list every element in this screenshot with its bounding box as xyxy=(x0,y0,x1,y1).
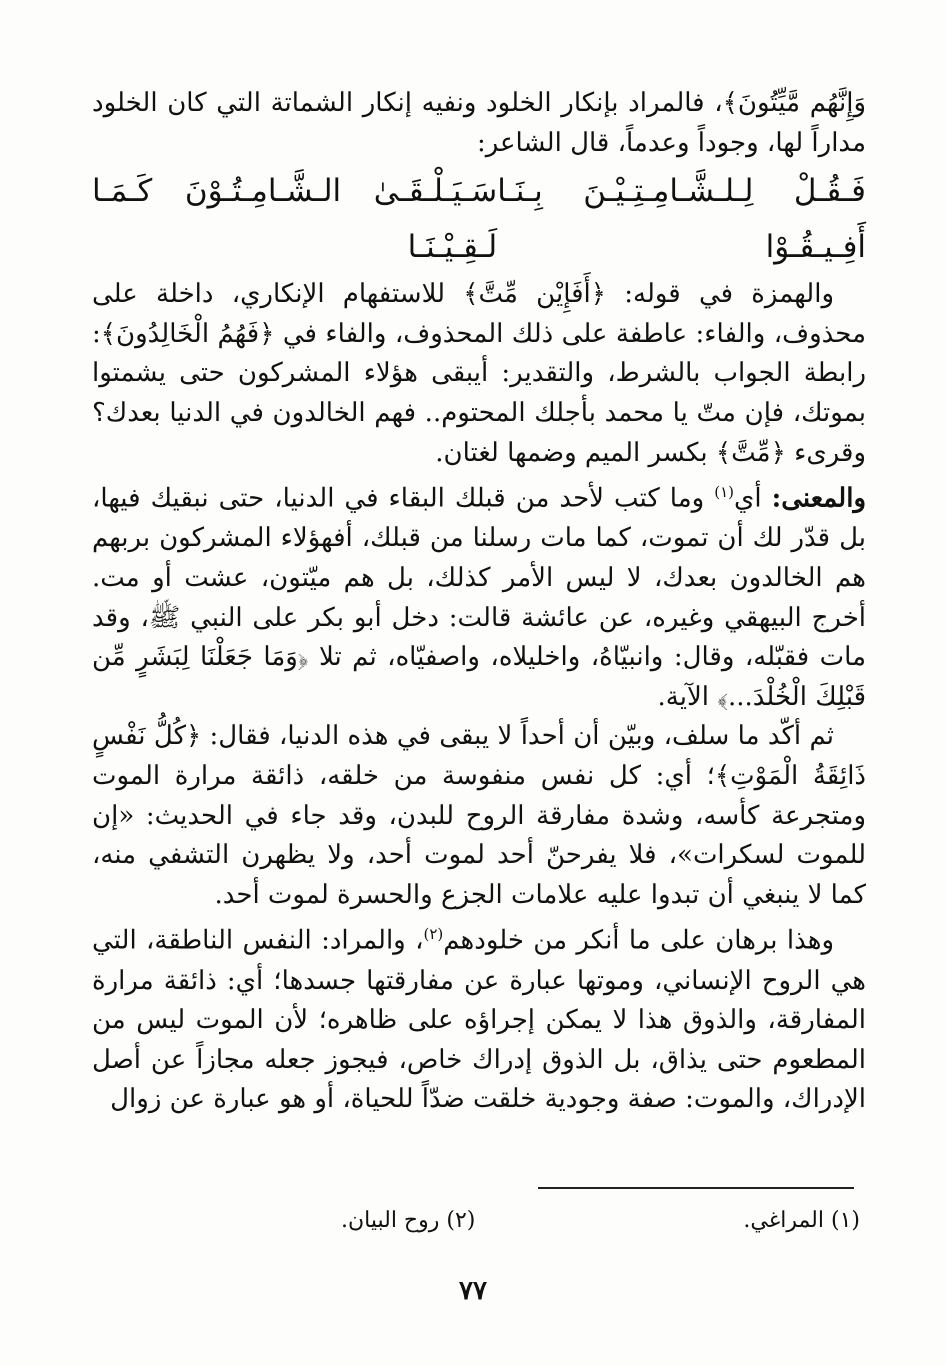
footnotes xyxy=(300,1206,860,1236)
footnote-2: (٢) روح البيان. xyxy=(340,1208,476,1233)
poetry-verse xyxy=(92,163,866,275)
paragraph-3-start: أي xyxy=(734,483,772,514)
meaning-label: والمعنى: xyxy=(771,483,866,514)
paragraph-1: وَإِنَّهُم مَّيِّتُونَ﴾، فالمراد بإنكار الخلود ونفيه إنكار الشماتة التي كان الخلود مداراً لها، وجوداً وعدماً، قال الشاعر: xyxy=(92,88,866,158)
paragraph-5-start: وهذا برهان على ما أنكر من خلودهم xyxy=(443,926,834,956)
paragraph-3 xyxy=(92,473,866,717)
paragraph-4: ثم أكّد ما سلف، وبيّن أن أحداً لا يبقى في هذه الدنيا، فقال: ﴿كُلُّ نَفْسٍ ذَائِقَةُ الْمَوْتِ﴾؛ أي: كل نفس منفوسة من خلقه، ذائقة مرارة الموت ومتجرعة كأسه، وشدة مفارقة الروح للبدن، وقد جاء في الحديث: «إن للموت لسكرات»، فلا يفرحنّ أحد لموت أحد، ولا يظهرن التشفي منه، كما لا ينبغي أن تبدوا عليه علامات الجزع والحسرة لموت أحد. xyxy=(92,721,866,910)
page-number: ٧٧ xyxy=(459,1276,487,1306)
footnote-1: (١) المراغي. xyxy=(743,1208,860,1233)
verse-first-hemistich: فَـقُـلْ لِـلـشَّـامِـتِـيْـنَ بِـنَـا أَفِـيـقُـوْا xyxy=(497,173,866,266)
verse-second-hemistich: سَـيَـلْـقَـىٰ الـشَّـامِـتُـوْنَ كَـمَـا لَـقِـيْـنَـا xyxy=(92,173,498,266)
footnote-ref-1: (١) xyxy=(714,483,734,502)
main-text xyxy=(92,84,866,1120)
paragraph-5 xyxy=(92,915,866,1120)
paragraph-2: والهمزة في قوله: ﴿أَفَإِيْن مِّتَّ﴾ للاستفهام الإنكاري، داخلة على محذوف، والفاء: عاطفة على ذلك المحذوف، والفاء في ﴿فَهُمُ الْخَالِدُونَ﴾: رابطة الجواب بالشرط، والتقدير: أيبقى هؤلاء المشركون حتى يشمتوا بموتك، فإن متّ يا محمد بأجلك المحتوم.. فهم الخالدون في الدنيا بعدك؟ وقرىء ﴿مِّتَّ﴾ بكسر الميم وضمها لغتان. xyxy=(92,279,866,468)
paragraph-3-rest: وما كتب لأحد من قبلك البقاء في الدنيا، حتى نبقيك فيها، بل قدّر لك أن تموت، كما مات رسلنا من قبلك، أفهؤلاء المشركون بربهم هم الخالدون بعدك، لا ليس الأمر كذلك، بل هم ميّتون، عشت أو مت. أخرج البيهقي وغيره، عن عائشة قالت: دخل أبو بكر على النبي ﷺ، وقد مات فقبّله، وقال: وانبيّاهُ، واخليلاه، واصفيّاه، ثم تلا ﴿وَمَا جَعَلْنَا لِبَشَرٍ مِّن قَبْلِكَ الْخُلْدَ...﴾ الآية. xyxy=(92,483,866,712)
paragraph-5-rest: ، والمراد: النفس الناطقة، التي هي الروح الإنساني، وموتها عبارة عن مفارقتها جسدها؛ أي: ذائقة مرارة المفارقة، والذوق هذا لا يمكن إجراؤه على ظاهره؛ لأن الموت ليس من المطعوم حتى يذاق، بل الذوق إدراك خاص، فيجوز جعله مجازاً عن أصل الإدراك، والموت: صفة وجودية خلقت ضدّاً للحياة، أو هو عبارة عن زوال xyxy=(92,926,866,1115)
footnote-ref-2: (٢) xyxy=(423,925,444,944)
footnote-divider xyxy=(538,1187,854,1189)
